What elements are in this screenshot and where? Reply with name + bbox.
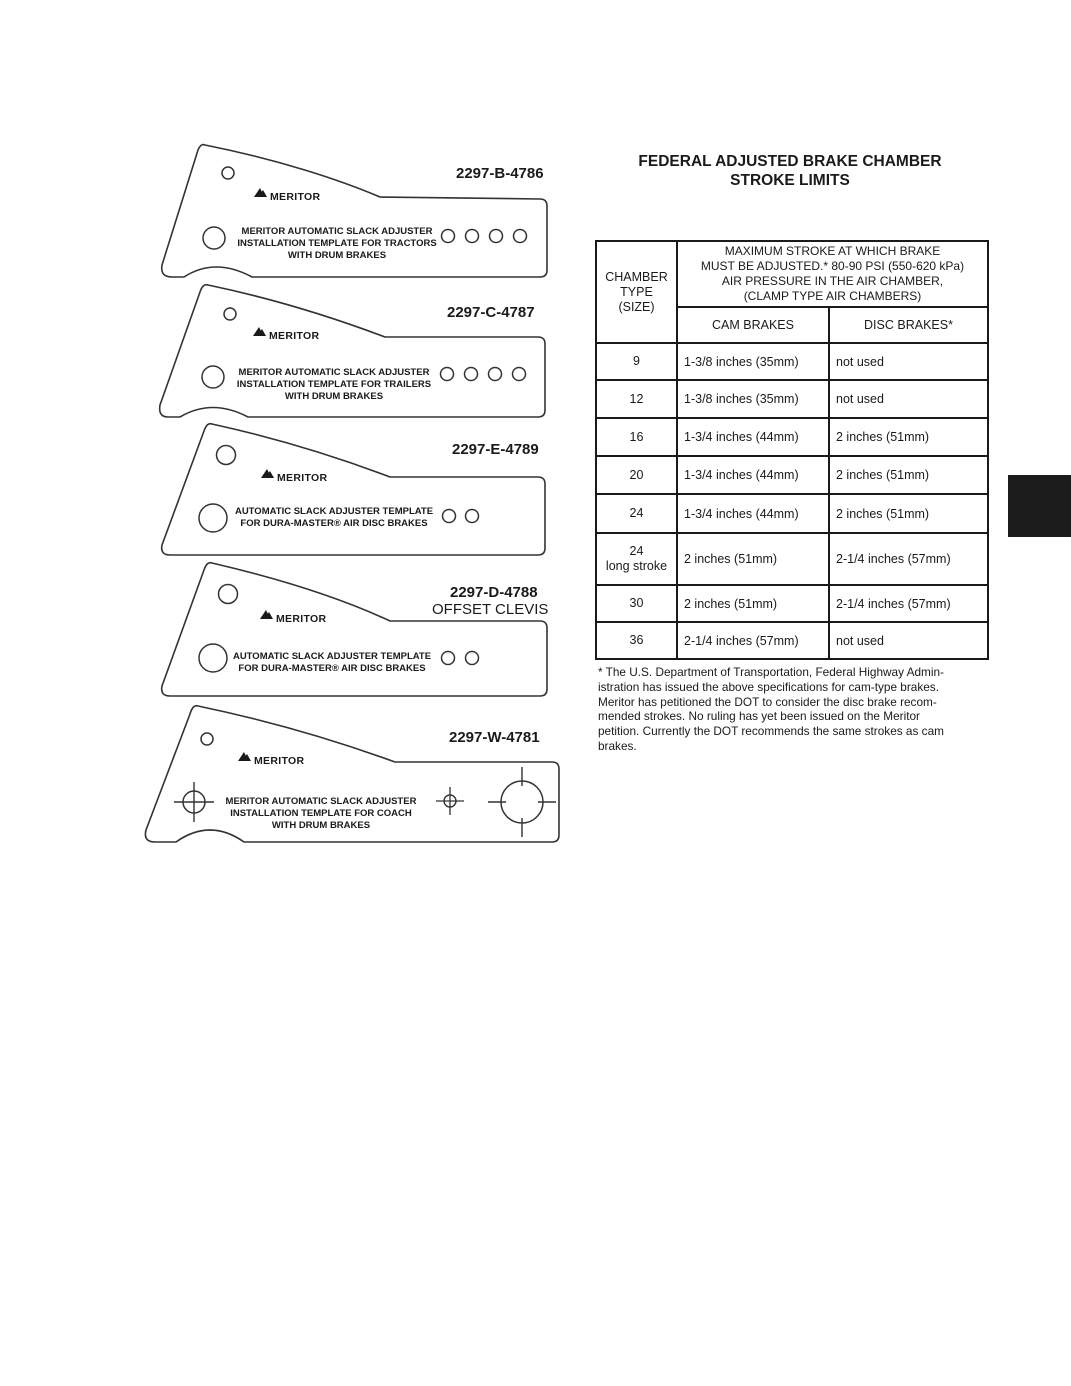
cam-brake-cell: 1-3/8 inches (35mm): [677, 380, 829, 418]
table-footnote: [598, 665, 990, 754]
part-number: 2297-W-4781: [449, 729, 540, 746]
template-description: WITH DRUM BRAKES: [287, 250, 387, 261]
cam-brake-cell: 1-3/8 inches (35mm): [677, 343, 829, 380]
template-circle: [199, 644, 227, 672]
mounting-hole: [201, 733, 213, 745]
meritor-logo-icon: [238, 752, 251, 761]
cam-brake-cell: 2-1/4 inches (57mm): [677, 622, 829, 659]
cam-brake-cell: 1-3/4 inches (44mm): [677, 418, 829, 456]
cam-brake-cell: 2 inches (51mm): [677, 533, 829, 585]
disc-brake-cell: 2-1/4 inches (57mm): [829, 585, 988, 622]
template-description: INSTALLATION TEMPLATE FOR TRACTORS: [237, 238, 437, 249]
chamber-type-cell: 20: [596, 456, 677, 494]
footnote-line: petition. Currently the DOT recommends the same strokes as cam: [598, 724, 944, 739]
table-title: [600, 152, 980, 190]
table-row: [596, 380, 988, 418]
template-description: MERITOR AUTOMATIC SLACK ADJUSTER: [225, 796, 417, 807]
brand-name: MERITOR: [254, 755, 305, 767]
part-number: 2297-C-4787: [447, 304, 535, 321]
disc-brake-cell: not used: [829, 343, 988, 380]
meritor-logo-icon: [253, 327, 266, 336]
meritor-logo-icon: [261, 469, 274, 478]
brand-name: MERITOR: [269, 330, 320, 342]
template-description: AUTOMATIC SLACK ADJUSTER TEMPLATE: [232, 651, 432, 662]
template-circle: [202, 366, 224, 388]
crosshair-large-icon: [488, 767, 556, 837]
brand-name: MERITOR: [270, 191, 321, 203]
table-title-line: STROKE LIMITS: [730, 172, 850, 189]
disc-brake-cell: 2 inches (51mm): [829, 456, 988, 494]
header-line: (SIZE): [618, 299, 655, 314]
template-circle: [203, 227, 225, 249]
template-description: FOR DURA-MASTER® AIR DISC BRAKES: [240, 518, 428, 529]
footnote-line: brakes.: [598, 738, 637, 753]
header-line: CHAMBER: [605, 269, 668, 284]
disc-brake-cell: 2-1/4 inches (57mm): [829, 533, 988, 585]
part-number: 2297-B-4786: [456, 165, 544, 182]
template-hole: [514, 230, 527, 243]
chamber-type-cell: 30: [596, 585, 677, 622]
template-description: WITH DRUM BRAKES: [271, 820, 371, 831]
template-hole: [465, 368, 478, 381]
template-description: INSTALLATION TEMPLATE FOR COACH: [230, 808, 412, 819]
template-hole: [441, 368, 454, 381]
table-row: [596, 533, 988, 585]
cam-brake-cell: 2 inches (51mm): [677, 585, 829, 622]
chamber-type-cell: 9: [596, 343, 677, 380]
mounting-hole: [217, 446, 236, 465]
header-line: MUST BE ADJUSTED.* 80-90 PSI (550-620 kPa): [700, 259, 965, 273]
template-description: INSTALLATION TEMPLATE FOR TRAILERS: [236, 379, 432, 390]
template-description: AUTOMATIC SLACK ADJUSTER TEMPLATE: [234, 506, 434, 517]
slack-adjuster-templates: [0, 0, 580, 860]
mounting-hole: [224, 308, 236, 320]
template-hole: [442, 230, 455, 243]
brand-name: MERITOR: [277, 472, 328, 484]
template-hole: [513, 368, 526, 381]
template-2297-C-4787: [160, 285, 545, 417]
table-row: [596, 622, 988, 659]
template-hole: [442, 652, 455, 665]
template-description: MERITOR AUTOMATIC SLACK ADJUSTER: [241, 226, 433, 237]
table-row: [596, 494, 988, 533]
cam-brake-cell: 1-3/4 inches (44mm): [677, 494, 829, 533]
chamber-type-cell: 16: [596, 418, 677, 456]
crosshair-small-icon: [436, 787, 464, 815]
template-2297-E-4789: [162, 424, 545, 555]
mounting-hole: [219, 585, 238, 604]
table-row: [596, 585, 988, 622]
template-description: FOR DURA-MASTER® AIR DISC BRAKES: [238, 663, 426, 674]
footnote-line: Meritor has petitioned the DOT to consider the disc brake recom-: [598, 694, 937, 709]
disc-brake-cell: not used: [829, 622, 988, 659]
brand-name: MERITOR: [276, 613, 327, 625]
mounting-hole: [222, 167, 234, 179]
template-hole: [490, 230, 503, 243]
part-number: 2297-E-4789: [452, 441, 539, 458]
template-hole: [489, 368, 502, 381]
footnote-line: istration has issued the above specifications for cam-type brakes.: [598, 679, 939, 694]
header-cam-brakes: CAM BRAKES: [677, 307, 829, 343]
template-hole: [466, 652, 479, 665]
chamber-type-cell: 24 long stroke: [596, 533, 677, 585]
template-description: WITH DRUM BRAKES: [284, 391, 384, 402]
template-hole: [443, 510, 456, 523]
cam-brake-cell: 1-3/4 inches (44mm): [677, 456, 829, 494]
disc-brake-cell: 2 inches (51mm): [829, 418, 988, 456]
template-2297-D-4788: [162, 563, 549, 696]
header-line: (CLAMP TYPE AIR CHAMBERS): [743, 289, 922, 303]
template-circle: [199, 504, 227, 532]
part-number: 2297-D-4788: [450, 584, 538, 601]
section-tab-marker: [1008, 475, 1071, 537]
footnote-line: * The U.S. Department of Transportation, Federal Highway Admin-: [598, 665, 944, 679]
chamber-type-cell: 36: [596, 622, 677, 659]
template-2297-B-4786: [162, 145, 547, 277]
table-title-line: FEDERAL ADJUSTED BRAKE CHAMBER: [638, 153, 942, 170]
template-2297-W-4781: [145, 706, 559, 842]
stroke-limits-table: [595, 240, 989, 660]
table-row: [596, 343, 988, 380]
header-line: MAXIMUM STROKE AT WHICH BRAKE: [724, 244, 941, 258]
header-line: TYPE: [620, 284, 653, 299]
chamber-type-cell: 24: [596, 494, 677, 533]
template-description: MERITOR AUTOMATIC SLACK ADJUSTER: [238, 367, 430, 378]
header-chamber-type: [596, 241, 677, 343]
template-outline: [162, 563, 547, 696]
crosshair-circle-icon: [174, 782, 214, 822]
disc-brake-cell: 2 inches (51mm): [829, 494, 988, 533]
header-disc-brakes: DISC BRAKES*: [829, 307, 988, 343]
table-row: [596, 456, 988, 494]
header-max-stroke: [677, 241, 988, 307]
template-hole: [466, 510, 479, 523]
chamber-type-cell: 12: [596, 380, 677, 418]
header-line: AIR PRESSURE IN THE AIR CHAMBER,: [721, 274, 944, 288]
disc-brake-cell: not used: [829, 380, 988, 418]
meritor-logo-icon: [260, 610, 273, 619]
meritor-logo-icon: [254, 188, 267, 197]
template-subtitle: OFFSET CLEVIS: [432, 601, 549, 618]
footnote-line: mended strokes. No ruling has yet been issued on the Meritor: [598, 709, 920, 724]
template-hole: [466, 230, 479, 243]
table-row: [596, 418, 988, 456]
